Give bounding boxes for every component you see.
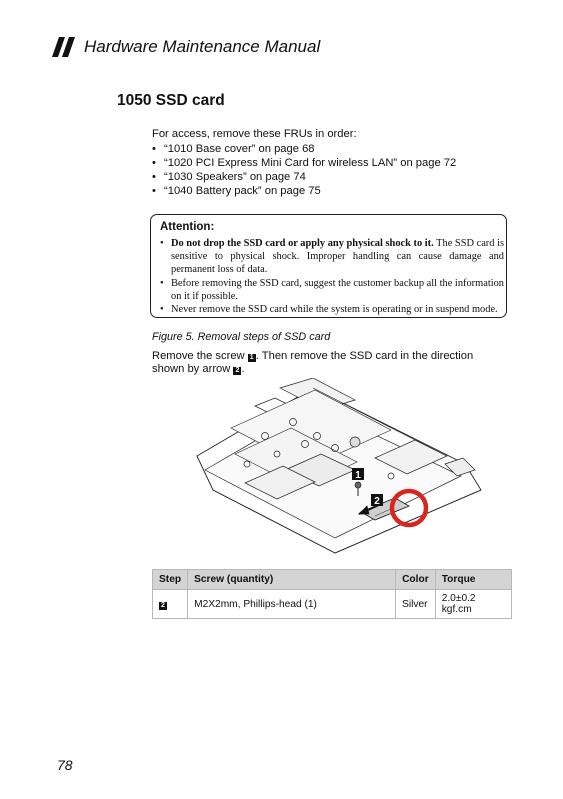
column-header: Screw (quantity)	[188, 570, 396, 590]
removal-instructions	[152, 350, 507, 376]
fru-list	[152, 142, 456, 198]
attention-warning-text: The SSD card is sensitive to physical shock. Improper handling can cause damage and permanent loss of data.	[171, 238, 505, 275]
screw-cell: M2X2mm, Phillips-head (1)	[188, 590, 396, 619]
attention-box	[150, 214, 507, 318]
intro-text: For access, remove these FRUs in order:	[152, 128, 357, 140]
instruction-text: . Then remove the SSD card in the direction shown by arrow	[152, 350, 474, 375]
column-header: Color	[396, 570, 436, 590]
step-cell	[153, 590, 188, 619]
figure-caption: Figure 5. Removal steps of SSD card	[152, 331, 331, 343]
attention-list	[160, 237, 504, 316]
attention-suspend-text: Never remove the SSD card while the system is operating or in suspend mode.	[171, 304, 498, 315]
header-slashes-icon	[52, 37, 78, 57]
page-number: 78	[57, 757, 73, 773]
list-item: • “1010 Base cover” on page 68	[152, 143, 315, 155]
table-header-row	[153, 570, 512, 590]
table-row	[153, 590, 512, 619]
torque-cell: 2.0±0.2 kgf.cm	[435, 590, 511, 619]
step-2-badge: 2	[159, 602, 167, 610]
attention-title: Attention:	[160, 221, 215, 233]
page-header	[52, 36, 320, 58]
section-title: 1050 SSD card	[117, 92, 225, 109]
fru-link[interactable]: “1040 Battery pack” on page 75	[164, 185, 321, 197]
callout-2: 2	[374, 496, 380, 507]
step-1-badge: 1	[248, 354, 256, 362]
attention-warning-bold: Do not drop the SSD card or apply any physical shock to it.	[171, 238, 434, 249]
screw-table	[152, 569, 512, 619]
fru-link[interactable]: “1020 PCI Express Mini Card for wireless LAN” on page 72	[164, 157, 457, 169]
list-item: • Do not drop the SSD card or apply any physical shock to it. The SSD card is sensitive to physical shock. Improper handling can cause damage and permanent loss of data.	[160, 238, 505, 275]
header-title: Hardware Maintenance Manual	[84, 37, 321, 56]
fru-link[interactable]: “1030 Speakers” on page 74	[164, 171, 306, 183]
list-item: • “1020 PCI Express Mini Card for wireless LAN” on page 72	[152, 157, 457, 169]
ssd-removal-illustration	[195, 378, 495, 556]
fru-link[interactable]: “1010 Base cover” on page 68	[164, 143, 315, 155]
list-item: • Never remove the SSD card while the system is operating or in suspend mode.	[160, 304, 498, 315]
column-header: Step	[153, 570, 188, 590]
column-header: Torque	[435, 570, 511, 590]
list-item: • “1040 Battery pack” on page 75	[152, 185, 321, 197]
list-item: • Before removing the SSD card, suggest the customer backup all the information on it if possible.	[160, 277, 504, 302]
color-cell: Silver	[396, 590, 436, 619]
attention-backup-text: Before removing the SSD card, suggest the customer backup all the information on it if possible.	[171, 277, 504, 302]
intro-block	[152, 127, 456, 198]
instruction-text: Remove the screw	[152, 350, 248, 362]
callout-1: 1	[355, 470, 361, 481]
list-item: • “1030 Speakers” on page 74	[152, 171, 306, 183]
instruction-text: .	[241, 363, 245, 375]
step-2-badge: 2	[233, 367, 241, 375]
